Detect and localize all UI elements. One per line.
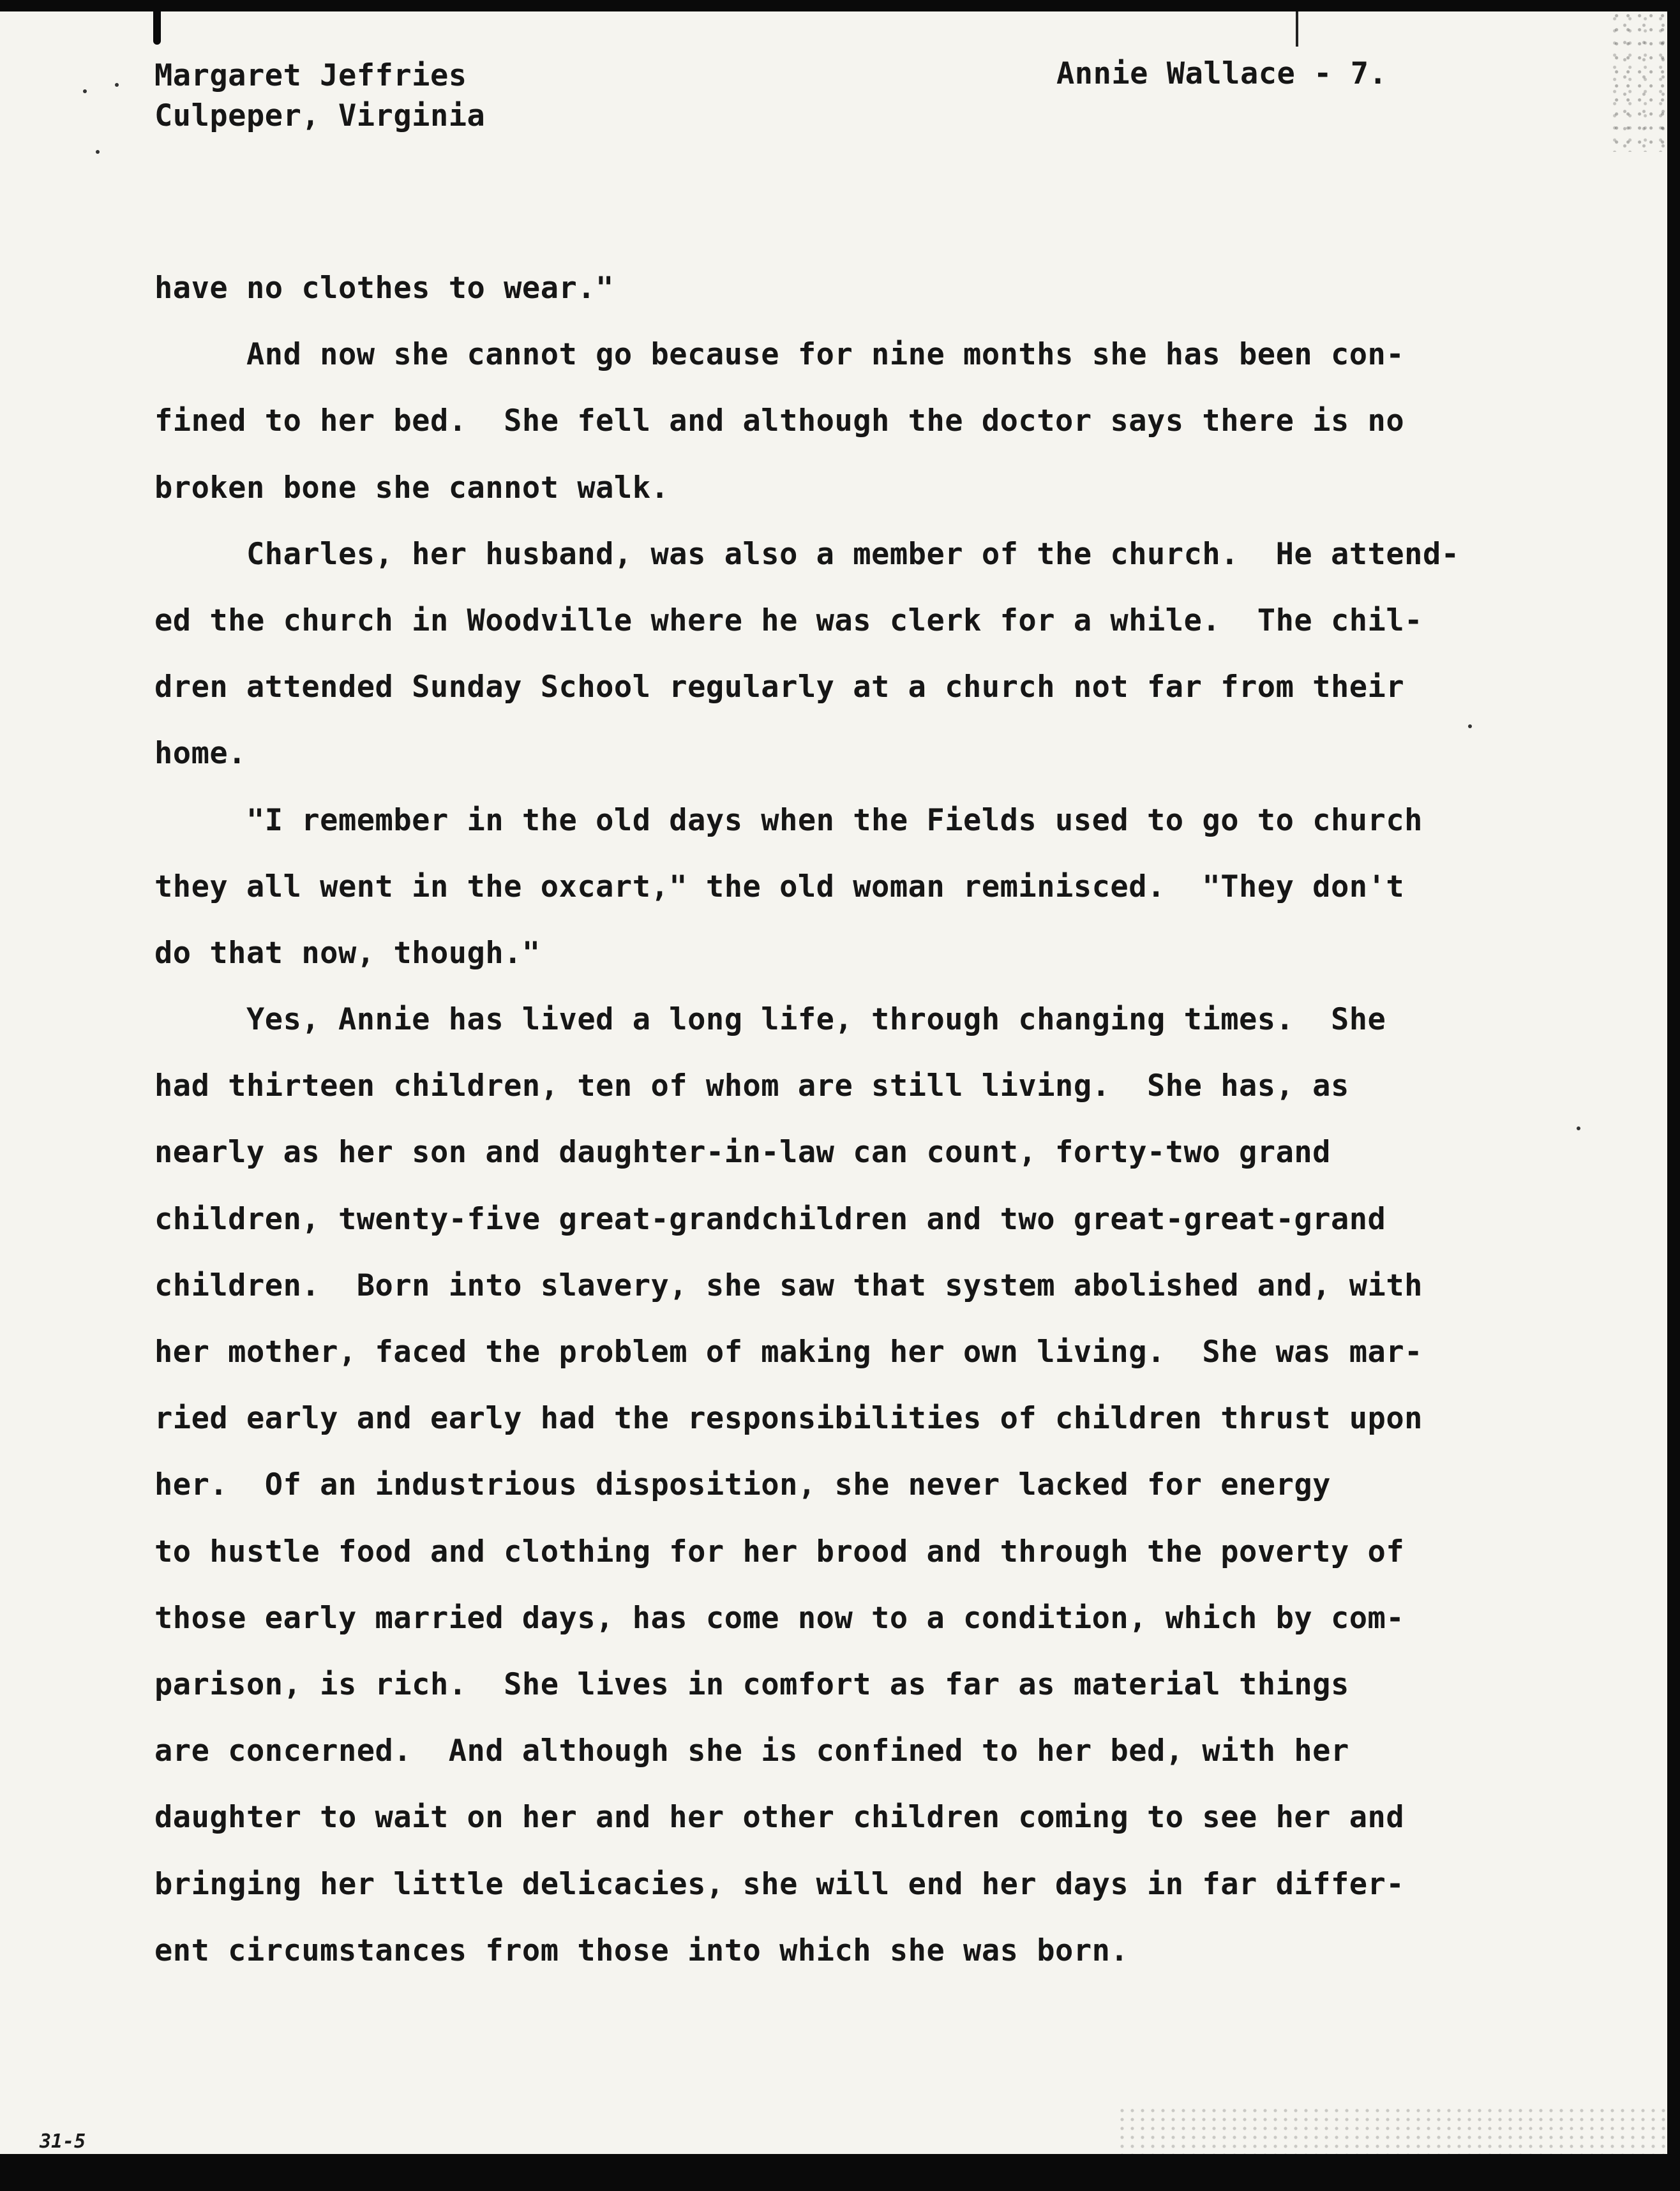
text-line: they all went in the oxcart," the old woman reminisced. "They don't [154,869,1405,904]
text-line: ent circumstances from those into which she was born. [154,1933,1129,1968]
text-line: "I remember in the old days when the Fields used to go to church [154,802,1423,838]
text-line: are concerned. And although she is confined to her bed, with her [154,1733,1349,1769]
text-line: And now she cannot go because for nine months she has been con- [154,337,1405,373]
text-line: those early married days, has come now to a condition, which by com- [154,1600,1405,1636]
text-line: children. Born into slavery, she saw that system abolished and, with [154,1267,1423,1303]
author-block [154,58,486,141]
scan-noise-right [1609,11,1667,152]
text-line: fined to her bed. She fell and although the doctor says there is no [154,403,1405,439]
text-line: bringing her little delicacies, she will end her days in far differ- [154,1866,1405,1902]
text-line: dren attended Sunday School regularly at a church not far from their [154,669,1405,705]
scan-border-top [0,0,1680,11]
scan-border-bottom [0,2154,1680,2191]
text-line: children, twenty-five great-grandchildren and two great-great-grand [154,1201,1386,1237]
text-line: have no clothes to wear." [154,271,614,306]
text-line: her mother, faced the problem of making her own living. She was mar- [154,1335,1423,1370]
text-line: parison, is rich. She lives in comfort as far as material things [154,1666,1349,1702]
text-line: ed the church in Woodville where he was clerk for a while. The chil- [154,602,1423,638]
scan-mark-top [153,0,161,45]
margin-number: 31-5 [40,2130,86,2153]
text-line: nearly as her son and daughter-in-law can count, forty-two grand [154,1135,1331,1170]
author-location: Culpeper, Virginia [154,98,486,133]
page-header [1056,56,1388,91]
text-line: had thirteen children, ten of whom are still living. She has, as [154,1068,1349,1104]
text-line: Charles, her husband, was also a member of the church. He attend- [154,536,1460,572]
page-label: Annie Wallace - 7. [1056,56,1388,91]
text-line: Yes, Annie has lived a long life, through changing times. She [154,1002,1386,1038]
scan-border-right [1667,0,1680,2191]
text-line: ried early and early had the responsibilities of children thrust upon [154,1401,1423,1437]
text-line: broken bone she cannot walk. [154,470,670,505]
text-line: do that now, though." [154,935,541,971]
scan-speck [115,83,119,87]
scan-noise-bottom [1117,2106,1666,2154]
scan-speck [83,89,87,93]
text-line: daughter to wait on her and her other children coming to see her and [154,1800,1405,1836]
text-line: her. Of an industrious disposition, she never lacked for energy [154,1467,1331,1503]
scan-speck [96,150,100,154]
text-line: home. [154,736,246,772]
scan-speck [1577,1126,1580,1130]
body-text [154,255,1559,1984]
author-name: Margaret Jeffries [154,58,467,93]
scan-mark-top-right [1296,11,1298,47]
text-line: to hustle food and clothing for her brood and through the poverty of [154,1534,1405,1569]
